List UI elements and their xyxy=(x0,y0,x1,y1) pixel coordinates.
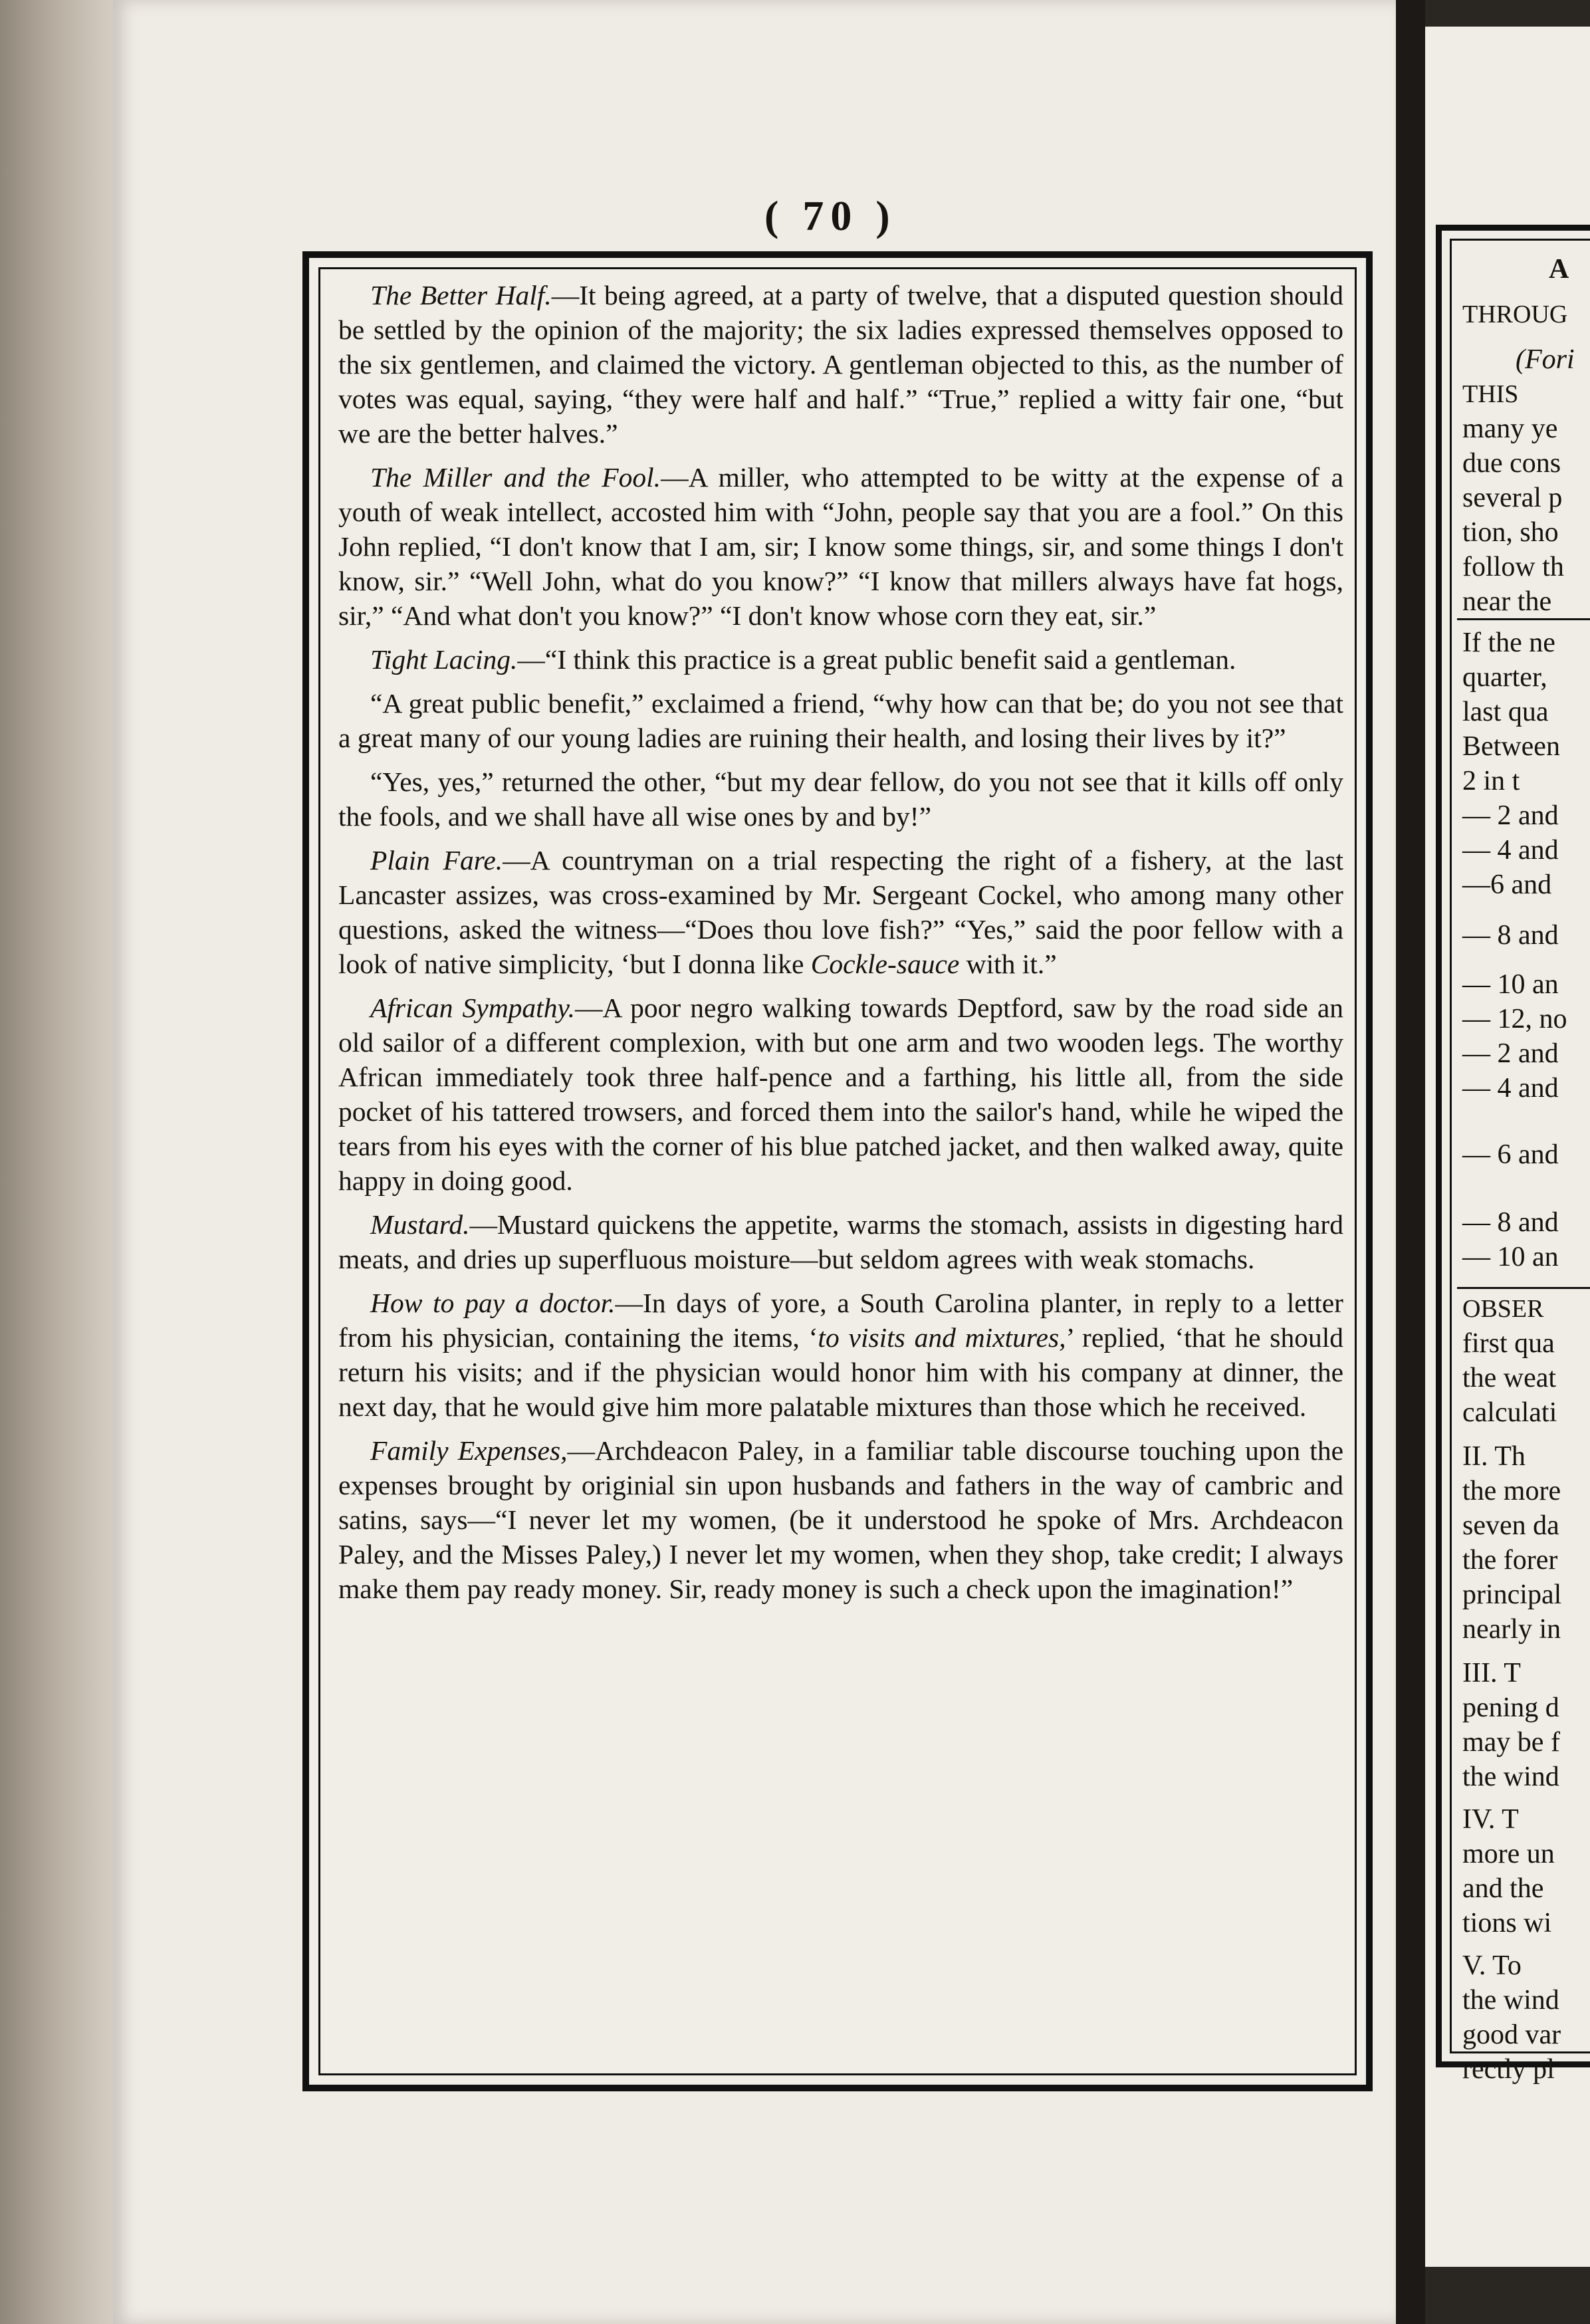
article-miller-and-fool xyxy=(338,460,1343,633)
article-body: —Mustard quickens the appetite, warms the stomach, assists in digesting hard meats, and dries up superfluous moisture—but seldom agrees with weak stomachs. xyxy=(338,1209,1343,1274)
article-frame xyxy=(302,251,1373,2091)
right-column-line: principal xyxy=(1462,1579,1562,1610)
article-body-tail: ’ replied, ‘that he should return his visits; and if the physician would honor him with his company at dinner, the next day, that he would give him more palatable mixtures than those which he received. xyxy=(338,1322,1343,1422)
article-column xyxy=(338,278,1343,2065)
article-heading: Tight Lacing. xyxy=(370,644,518,675)
right-column-line: follow th xyxy=(1462,552,1564,582)
right-column-line: the wind xyxy=(1462,1762,1559,1792)
right-column-line: V. To xyxy=(1462,1950,1522,1981)
article-body: —“I think this practice is a great public benefit said a gentleman. xyxy=(517,644,1236,675)
right-column-line: III. T xyxy=(1462,1658,1521,1688)
right-column-line: — 6 and xyxy=(1462,1139,1559,1170)
right-column-line: due cons xyxy=(1462,448,1561,479)
right-column-line: If the ne xyxy=(1462,628,1555,658)
article-emphasis: Cockle-sauce xyxy=(810,949,960,979)
right-column-line: THROUG xyxy=(1462,300,1568,328)
right-column-line: — 4 and xyxy=(1462,835,1559,866)
right-column-line: more un xyxy=(1462,1839,1555,1869)
article-mustard xyxy=(338,1207,1343,1276)
article-emphasis: to visits and mixtures, xyxy=(818,1322,1066,1353)
right-column-line: the forer xyxy=(1462,1545,1558,1575)
right-column-line: A xyxy=(1549,254,1569,285)
right-column-line: 2 in t xyxy=(1462,766,1520,796)
right-column-line: calculati xyxy=(1462,1397,1557,1428)
article-better-half xyxy=(338,278,1343,451)
article-family-expenses xyxy=(338,1433,1343,1606)
right-column-line: last qua xyxy=(1462,697,1549,727)
right-column-line: — 2 and xyxy=(1462,800,1559,831)
right-column-line: — 4 and xyxy=(1462,1073,1559,1104)
right-column-line: — 2 and xyxy=(1462,1038,1559,1069)
article-body: —In days of yore, a South Carolina planter, in reply to a letter from his physician, containing the items, ‘ xyxy=(338,1288,1343,1353)
right-column-line: the weat xyxy=(1462,1363,1557,1393)
right-column-line: — 8 and xyxy=(1462,1207,1559,1238)
right-column-line: tion, sho xyxy=(1462,517,1559,548)
right-column-line: — 12, no xyxy=(1462,1004,1567,1034)
article-pay-a-doctor xyxy=(338,1286,1343,1424)
right-column-line: quarter, xyxy=(1462,662,1547,693)
right-column-line: Between xyxy=(1462,731,1560,762)
right-column-line: pening d xyxy=(1462,1692,1559,1723)
right-column-rule xyxy=(1457,618,1590,620)
article-plain-fare xyxy=(338,843,1343,981)
right-column-line: — 10 an xyxy=(1462,1242,1559,1272)
right-column-line: —6 and xyxy=(1462,870,1552,900)
right-column-line: many ye xyxy=(1462,413,1558,444)
right-column-line: seven da xyxy=(1462,1510,1559,1541)
right-column-line: (Fori xyxy=(1516,344,1575,375)
article-heading: Plain Fare. xyxy=(370,845,503,875)
right-column-line: rectly pl xyxy=(1462,2054,1555,2085)
book-spine xyxy=(1396,0,1425,2324)
right-column-line: nearly in xyxy=(1462,1614,1561,1645)
page-number: ( 70 ) xyxy=(764,192,897,239)
right-column-line: OBSER xyxy=(1462,1295,1544,1323)
article-body: —A miller, who attempted to be witty at the expense of a youth of weak intellect, accosted him with “John, people say that you are a fool.” On this John replied, “I don't know that I am, sir; I know some things, sir, and some things I don't know, sir.” “Well John, what do you know?” “I know that millers always have fat hogs, sir,” “And what don't you know?” “I don't know whose corn they eat, sir.” xyxy=(338,462,1343,631)
article-heading: African Sympathy. xyxy=(370,992,575,1023)
right-column-line: IV. T xyxy=(1462,1804,1519,1835)
article-heading: Mustard. xyxy=(370,1209,470,1240)
right-column-line: and the xyxy=(1462,1873,1544,1904)
right-column-line: first qua xyxy=(1462,1328,1555,1359)
right-column-line: the more xyxy=(1462,1476,1561,1506)
article-body: —A countryman on a trial respecting the right of a fishery, at the last Lancaster assizes, was cross-examined by Mr. Sergeant Cockel, who among many other questions, asked the witness—“Does thou love fish?” “Yes,” said the poor fellow with a look of native simplicity, ‘but I donna like xyxy=(338,845,1343,979)
right-column-line: — 8 and xyxy=(1462,920,1559,951)
article-african-sympathy xyxy=(338,990,1343,1198)
article-heading: The Better Half. xyxy=(370,280,552,310)
right-column-line: good var xyxy=(1462,2020,1561,2050)
right-column-line: near the xyxy=(1462,586,1552,617)
article-heading: Family Expenses, xyxy=(370,1435,568,1466)
right-column-line: THIS xyxy=(1462,380,1519,408)
article-heading: How to pay a doctor. xyxy=(370,1288,616,1318)
right-column-line: tions wi xyxy=(1462,1908,1552,1938)
right-column-line: several p xyxy=(1462,483,1563,513)
article-heading: The Miller and the Fool. xyxy=(370,462,661,493)
article-body: —Archdeacon Paley, in a familiar table discourse touching upon the expenses brought by originial sin upon husbands and fathers in the way of cambric and satins, says—“I never let my women, (be it understood he spoke of Mrs. Archdeacon Paley, and the Misses Paley,) I never let my women, when they shop, take credit; I always make them pay ready money. Sir, ready money is such a check upon the imagination!” xyxy=(338,1435,1343,1604)
right-column-line: II. Th xyxy=(1462,1441,1526,1472)
article-tight-lacing-para-3: “Yes, yes,” returned the other, “but my dear fellow, do you not see that it kills off only the fools, and we shall have all wise ones by and by!” xyxy=(338,766,1343,832)
article-tight-lacing-para-2: “A great public benefit,” exclaimed a friend, “why how can that be; do you not see that a great many of our young ladies are ruining their health, and losing their lives by it?” xyxy=(338,688,1343,753)
article-tight-lacing xyxy=(338,642,1343,677)
article-body-tail: with it.” xyxy=(959,949,1057,979)
right-column-line: may be f xyxy=(1462,1727,1560,1758)
right-column-line: — 10 an xyxy=(1462,969,1559,1000)
right-column-rule xyxy=(1457,1287,1590,1289)
right-column-line: the wind xyxy=(1462,1985,1559,2016)
article-body: —A poor negro walking towards Deptford, saw by the road side an old sailor of a different complexion, with but one arm and two wooden legs. The worthy African immediately took three half-pence and a farthing, his little all, from the side pocket of his tattered trowsers, and forced them into the sailor's hand, while he wiped the tears from his eyes with the corner of his blue patched jacket, and then walked away, quite happy in doing good. xyxy=(338,992,1343,1196)
article-body: —It being agreed, at a party of twelve, that a disputed question should be settled by the opinion of the majority; the six ladies expressed themselves opposed to the six gentlemen, and claimed the victory. A gentleman objected to this, as the number of votes was equal, saying, “they were half and half.” “True,” replied a witty fair one, “but we are the better halves.” xyxy=(338,280,1343,449)
